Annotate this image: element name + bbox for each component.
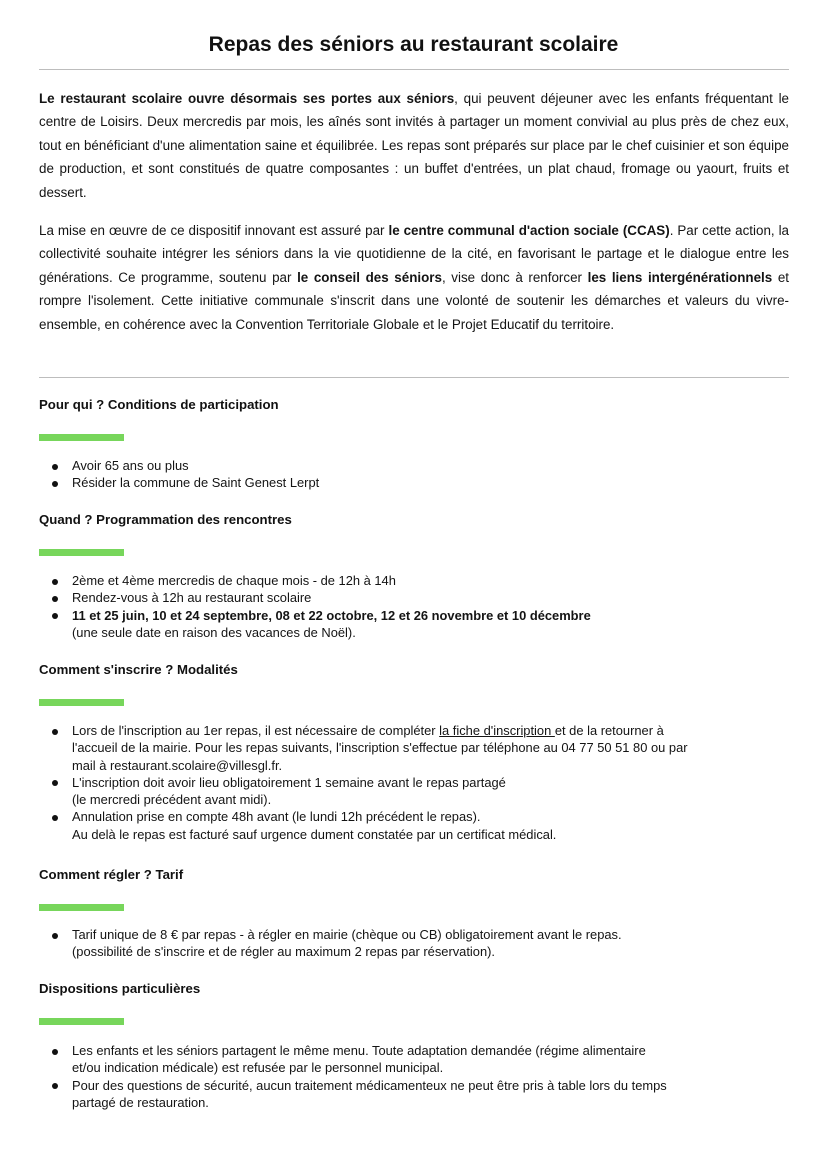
- title-divider: [39, 69, 789, 70]
- intro-divider: [39, 377, 789, 378]
- list-item: Lors de l'inscription au 1er repas, il est nécessaire de compléter la fiche d'inscription et de la retourner à l'accueil de la mairie. Pour les repas suivants, l'inscription s'effectue par téléphone au 04 77 50 51 80 ou par mail à restaurant.scolaire@villesgl.fr.: [52, 722, 787, 774]
- intro-p2-bold-ccas: le centre communal d'action sociale (CCAS): [388, 223, 670, 238]
- fiche-inscription-link[interactable]: la fiche d'inscription: [439, 723, 555, 738]
- section-accent-bar: [39, 904, 124, 911]
- list-dispositions: [52, 1042, 787, 1111]
- page-title: Repas des séniors au restaurant scolaire: [208, 33, 619, 56]
- section-heading-inscrire: Comment s'inscrire ? Modalités: [39, 662, 238, 677]
- list-inscrire: [52, 722, 787, 843]
- intro-p2-text-4: et rompre l'isolement. Cette initiative communale s'inscrit dans une volonté de soutenir les démarches et valeurs du vivre-ensemble, en cohérence avec la Convention Territoriale Globale et le Projet Educatif du territoire.: [39, 269, 789, 332]
- list-item: L'inscription doit avoir lieu obligatoirement 1 semaine avant le repas partagé (le mercredi précédent avant midi).: [52, 774, 787, 809]
- list-item: 11 et 25 juin, 10 et 24 septembre, 08 et 22 octobre, 12 et 26 novembre et 10 décembre (une seule date en raison des vacances de Noël).: [52, 607, 787, 642]
- list-item: Annulation prise en compte 48h avant (le lundi 12h précédent le repas). Au delà le repas est facturé sauf urgence dument constatée par un certificat médical.: [52, 808, 787, 843]
- intro-p2-text-2: . Par cette action, la collectivité souhaite intégrer les séniors dans la vie quotidienne de la cité, en favorisant le partage et le dialogue entre les générations. Ce programme, soutenu par: [39, 223, 789, 285]
- bullet-icon: [52, 579, 58, 585]
- section-accent-bar: [39, 434, 124, 441]
- intro-p1-bold: Le restaurant scolaire ouvre désormais ses portes aux séniors: [39, 91, 455, 106]
- bullet-icon: [52, 780, 58, 786]
- list-quand: [52, 572, 787, 641]
- intro-p2-text-3: , vise donc à renforcer: [441, 269, 588, 285]
- intro-p1-text: , qui peuvent déjeuner avec les enfants fréquentant le centre de Loisirs. Deux mercredis par mois, les aînés sont invités à partager un moment convivial au plus près de chez eux, tout en bénéficiant d'une alimentation saine et équilibrée. Les repas sont préparés sur place par le chef cuisinier et son équipe de production, et sont constitués de quatre composantes : un buffet d'entrées, un plat chaud, fromage ou yaourt, fruits et dessert.: [39, 91, 790, 200]
- list-item: Avoir 65 ans ou plus: [52, 457, 787, 474]
- intro-paragraph-1: [39, 87, 789, 204]
- section-heading-regler: Comment régler ? Tarif: [39, 867, 184, 882]
- intro-p2-bold-conseil: le conseil des séniors: [297, 269, 442, 285]
- section-heading-quand: Quand ? Programmation des rencontres: [39, 512, 292, 527]
- bullet-icon: [52, 933, 58, 939]
- intro-p2-bold-liens: les liens intergénérationnels: [587, 269, 773, 285]
- list-item: Pour des questions de sécurité, aucun traitement médicamenteux ne peut être pris à table lors du temps partagé de restauration.: [52, 1077, 787, 1112]
- bullet-icon: [52, 481, 58, 487]
- list-item: Les enfants et les séniors partagent le même menu. Toute adaptation demandée (régime alimentaire et/ou indication médicale) est refusée par le personnel municipal.: [52, 1042, 787, 1077]
- list-item: Rendez-vous à 12h au restaurant scolaire: [52, 589, 787, 606]
- list-item: Résider la commune de Saint Genest Lerpt: [52, 474, 787, 491]
- intro-p2-text-1: La mise en œuvre de ce dispositif innovant est assuré par: [39, 223, 389, 238]
- bullet-icon: [52, 1049, 58, 1055]
- list-regler: [52, 926, 787, 961]
- intro-paragraph-2: [39, 219, 789, 336]
- section-accent-bar: [39, 1018, 124, 1025]
- bullet-icon: [52, 613, 58, 619]
- bullet-icon: [52, 1083, 58, 1089]
- bullet-icon: [52, 464, 58, 470]
- list-item: 2ème et 4ème mercredis de chaque mois - de 12h à 14h: [52, 572, 787, 589]
- list-item: Tarif unique de 8 € par repas - à régler en mairie (chèque ou CB) obligatoirement avant le repas. (possibilité de s'inscrire et de régler au maximum 2 repas par réservation).: [52, 926, 787, 961]
- section-heading-pour-qui: Pour qui ? Conditions de participation: [39, 397, 279, 412]
- bullet-icon: [52, 815, 58, 821]
- bullet-icon: [52, 729, 58, 735]
- section-heading-dispositions: Dispositions particulières: [39, 981, 201, 996]
- list-pour-qui: [52, 457, 787, 492]
- section-accent-bar: [39, 549, 124, 556]
- bullet-icon: [52, 596, 58, 602]
- section-accent-bar: [39, 699, 124, 706]
